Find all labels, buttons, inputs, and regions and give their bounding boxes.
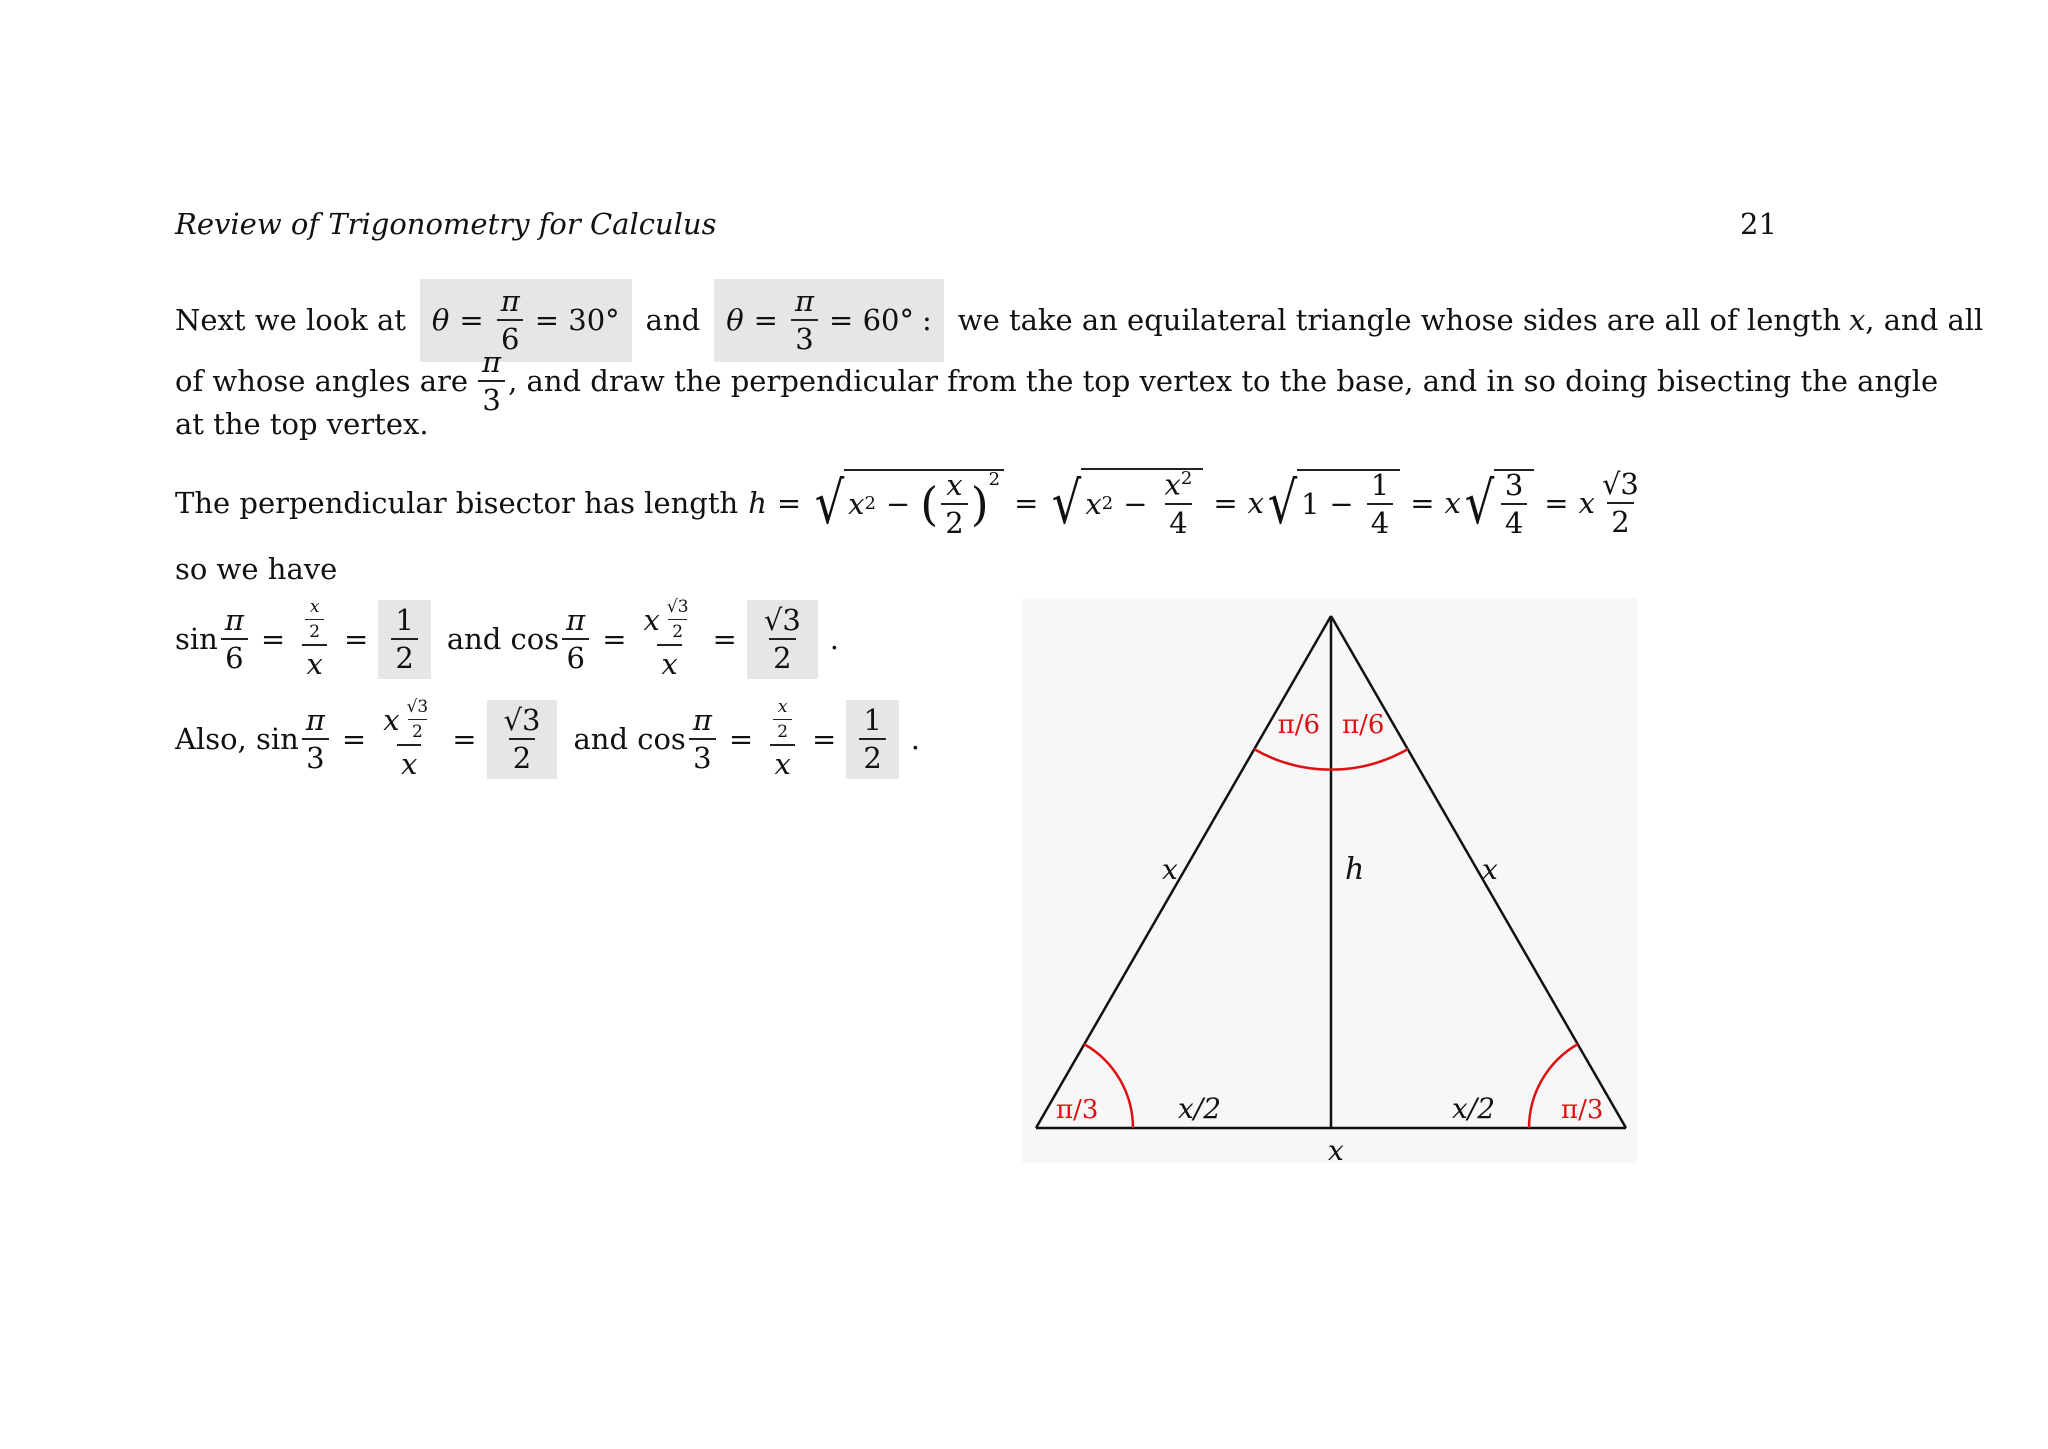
fraction-x-sqrt3-half-over-x	[379, 699, 439, 779]
variable-x: x	[1164, 467, 1181, 502]
text-and-cos: and cos	[446, 621, 560, 656]
minus-sign: −	[885, 486, 911, 521]
equals-sign: =	[344, 621, 369, 656]
variable-x: x	[643, 602, 660, 637]
numerator: √3	[666, 597, 689, 617]
equals-sign: =	[1410, 485, 1435, 520]
fraction-pi-over-6	[497, 283, 524, 356]
variable-x: x	[1247, 485, 1264, 520]
text-so-we-have: so we have	[175, 552, 338, 586]
fraction-half-x-over-x	[298, 599, 331, 679]
radical-1	[811, 469, 1004, 538]
equals-sign: =	[341, 721, 367, 756]
equals-sign: =	[753, 302, 778, 337]
numerator	[766, 699, 799, 744]
text-equals-60-degrees: = 60°	[829, 302, 914, 337]
numerator: π	[692, 702, 712, 737]
variable-x: x	[1085, 486, 1102, 521]
variable-x: x	[1444, 485, 1461, 520]
text-bisector-lead: The perpendicular bisector has length	[175, 485, 739, 520]
numerator: 1	[395, 602, 414, 637]
running-title: Review of Trigonometry for Calculus	[175, 207, 717, 241]
denominator: 2	[668, 619, 687, 641]
numerator: π	[566, 602, 586, 637]
denominator: 2	[773, 719, 792, 741]
denominator: 2	[859, 738, 885, 773]
fraction-pi-over-3	[689, 702, 716, 775]
numerator: 3	[1504, 467, 1524, 502]
radical-sign: √	[1052, 469, 1082, 537]
radical-2	[1048, 468, 1203, 538]
bottom-left-angle-label: π/3	[1056, 1095, 1099, 1125]
exponent: 2	[864, 493, 876, 514]
numerator: x	[946, 467, 963, 502]
equals-sign: =	[776, 485, 802, 520]
top-angle-left-label: π/6	[1277, 710, 1320, 740]
period: .	[829, 621, 840, 656]
numerator	[379, 699, 439, 744]
text-and-cos: and cos	[573, 721, 686, 756]
denominator: 2	[391, 638, 417, 673]
fraction-x-squared-over-4	[1161, 467, 1197, 540]
radicand	[1494, 469, 1534, 538]
denominator: 2	[1607, 502, 1633, 537]
theta-symbol: θ	[726, 302, 744, 337]
radical-sign: √	[1464, 469, 1495, 537]
text-sin: sin	[175, 621, 218, 656]
numerator	[640, 599, 700, 644]
numerator: √3	[763, 602, 801, 637]
denominator: x	[397, 744, 421, 779]
numerator: π	[482, 344, 502, 379]
period: .	[910, 721, 921, 756]
denominator: 3	[302, 738, 328, 773]
paragraph-line-2	[175, 344, 1939, 417]
fraction-1-over-2	[859, 702, 885, 775]
right-paren: )	[970, 477, 989, 531]
denominator: 3	[791, 319, 817, 354]
denominator: 3	[689, 738, 715, 773]
fraction-x-sqrt3-half-over-x	[640, 599, 700, 679]
bisector-equation	[175, 458, 1646, 548]
exponent: 2	[1101, 493, 1114, 514]
paragraph-line-3: at the top vertex.	[175, 407, 429, 441]
equals-sign: =	[459, 302, 484, 337]
colon: :	[921, 302, 932, 337]
numerator: 1	[863, 702, 882, 737]
denominator: 4	[1367, 503, 1393, 538]
paragraph-line-1	[175, 283, 1984, 356]
equals-sign: =	[712, 621, 737, 656]
fraction-3-over-4	[1501, 467, 1527, 540]
bottom-right-angle-label: π/3	[1561, 1095, 1604, 1125]
exponent: 2	[1180, 468, 1193, 490]
denominator: 2	[769, 638, 795, 673]
denominator: x	[302, 644, 326, 679]
denominator: 2	[509, 738, 535, 773]
base-left-half-label: x/2	[1178, 1092, 1222, 1125]
fraction-sqrt3-over-2	[500, 702, 545, 775]
result-box-one-half	[846, 700, 898, 779]
fraction-1-over-4	[1367, 467, 1393, 540]
radicand	[1297, 469, 1400, 538]
numerator: √3	[503, 702, 541, 737]
text-line-2-rest: , and draw the perpendicular from the top vertex to the base, and in so doing bisecting the angle	[508, 363, 1939, 398]
fraction-1-over-2	[391, 602, 417, 675]
radicand	[844, 469, 1004, 538]
result-box-sqrt3-over-2	[747, 600, 818, 679]
text-line-1-rest: we take an equilateral triangle whose sides are all of length	[957, 302, 1841, 337]
height-label: h	[1345, 852, 1365, 887]
radical-4	[1461, 469, 1534, 538]
fraction-x-over-2	[305, 599, 324, 641]
fraction-sqrt3-over-2	[403, 699, 433, 741]
text-and: and	[645, 302, 701, 337]
fraction-pi-over-3	[302, 702, 329, 775]
equilateral-triangle-diagram	[1022, 598, 1637, 1163]
equals-sign: =	[1544, 485, 1569, 520]
denominator: x	[657, 644, 681, 679]
numerator	[298, 599, 331, 644]
radical-sign: √	[1267, 469, 1298, 537]
denominator: 2	[305, 619, 324, 641]
text-next-we-look-at: Next we look at	[175, 302, 406, 337]
theta-symbol: θ	[431, 302, 450, 337]
sin-cos-pi-3-row	[175, 698, 920, 780]
right-side-label: x	[1482, 853, 1498, 886]
numerator: x	[777, 697, 788, 717]
left-side-label: x	[1162, 853, 1178, 886]
numerator: π	[224, 602, 244, 637]
variable-x: x	[848, 486, 865, 521]
equals-sign: =	[812, 721, 837, 756]
variable-x: x	[383, 702, 400, 737]
denominator: 2	[408, 719, 427, 741]
denominator: x	[770, 744, 794, 779]
one: 1	[1300, 486, 1320, 521]
denominator: 4	[1501, 503, 1527, 538]
numerator: 1	[1370, 467, 1390, 502]
text-of-whose-angles-are: of whose angles are	[175, 363, 469, 398]
fraction-pi-over-6	[562, 602, 589, 675]
fraction-sqrt3-over-2	[760, 602, 805, 675]
numerator: x	[309, 597, 320, 617]
denominator: 6	[221, 638, 247, 673]
minus-sign: −	[1329, 486, 1354, 521]
denominator: 3	[478, 380, 504, 415]
radicand	[1081, 468, 1203, 538]
numerator: π	[305, 702, 325, 737]
equals-sign: =	[452, 721, 477, 756]
fraction-sqrt3-over-2	[663, 599, 693, 641]
denominator: 4	[1165, 503, 1191, 538]
minus-sign: −	[1123, 486, 1148, 521]
fraction-pi-over-6	[221, 602, 248, 675]
sin-cos-pi-6-row	[175, 598, 839, 680]
fraction-half-x-over-x	[766, 699, 799, 779]
numerator: π	[794, 283, 815, 318]
equals-sign: =	[260, 621, 286, 656]
denominator: 6	[497, 319, 523, 354]
equals-sign: =	[1213, 485, 1238, 520]
radical-sign: √	[814, 469, 845, 537]
base-right-half-label: x/2	[1452, 1092, 1496, 1125]
text-equals-30-degrees: = 30°	[534, 302, 620, 337]
fraction-x-over-2	[773, 699, 792, 741]
variable-x: x	[1578, 485, 1595, 520]
equals-sign: =	[602, 621, 627, 656]
denominator: 2	[941, 503, 967, 538]
text-and-all: , and all	[1865, 302, 1984, 337]
fraction-x-over-2	[941, 467, 967, 540]
diagram-background	[1022, 598, 1637, 1163]
equals-sign: =	[1014, 485, 1039, 520]
variable-x: x	[1848, 302, 1866, 337]
denominator: 6	[562, 638, 588, 673]
fraction-sqrt3-over-2	[1598, 466, 1643, 539]
fraction-pi-over-3	[478, 344, 505, 417]
fraction-pi-over-3	[791, 283, 818, 356]
numerator: π	[500, 283, 520, 318]
numerator: √3	[406, 697, 429, 717]
page-number: 21	[1740, 207, 1777, 241]
numerator: √3	[1601, 466, 1639, 501]
top-angle-right-label: π/6	[1342, 710, 1385, 740]
variable-h: h	[748, 485, 767, 520]
numerator	[1161, 467, 1197, 503]
exponent: 2	[988, 468, 1001, 490]
text-also-sin: Also, sin	[175, 721, 299, 756]
left-paren: (	[920, 477, 939, 531]
result-box-one-half	[378, 600, 430, 679]
equals-sign: =	[728, 721, 754, 756]
result-box-sqrt3-over-2	[487, 700, 558, 779]
radical-3	[1264, 469, 1400, 538]
base-label: x	[1328, 1134, 1344, 1163]
